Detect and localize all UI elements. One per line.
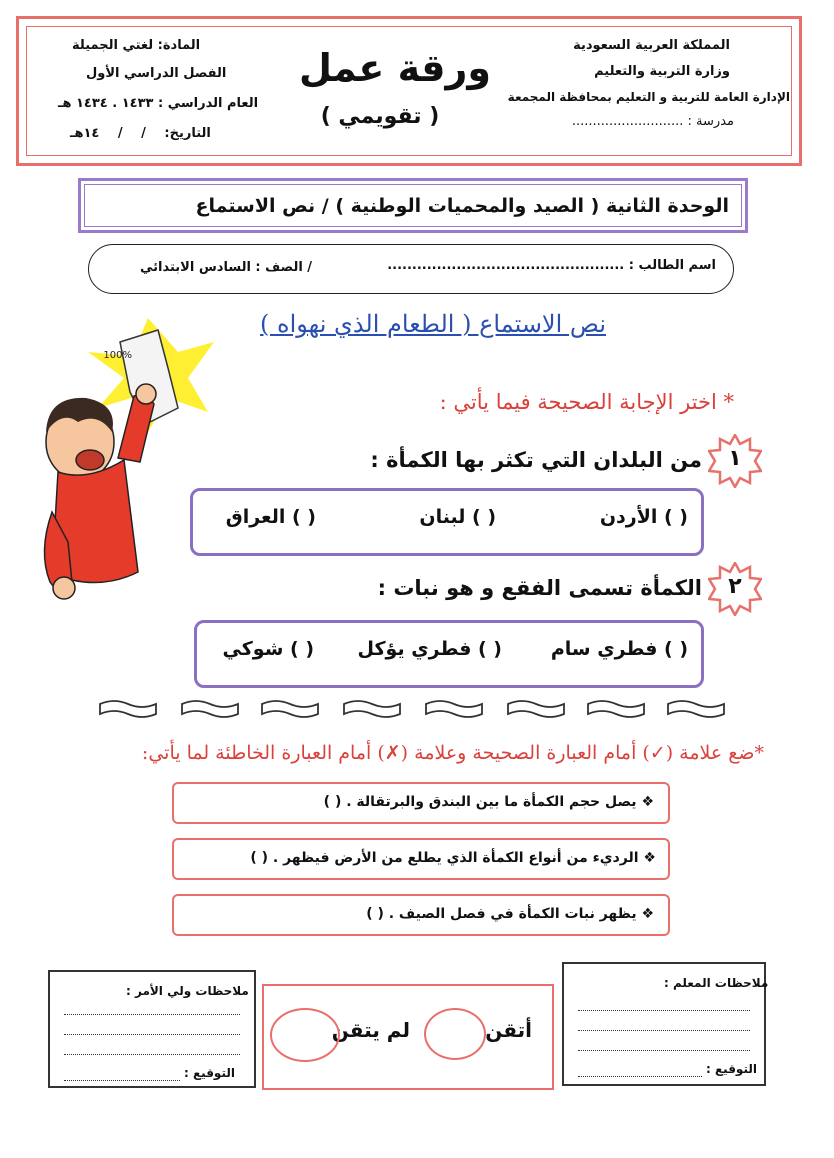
q2-option-thorny[interactable]: ( ) شوكي — [222, 638, 314, 660]
statement-3[interactable]: ❖ يظهر نبات الكمأة في فصل الصيف . ( ) — [366, 906, 654, 922]
wavy-divider — [96, 696, 728, 726]
teacher-notes-line-1[interactable] — [578, 1010, 750, 1011]
cartoon-boy-illustration — [28, 312, 218, 612]
not-mastered-circle[interactable] — [270, 1008, 340, 1062]
teacher-notes-line-3[interactable] — [578, 1050, 750, 1051]
teacher-signature-label: التوقيع : — [706, 1062, 757, 1076]
header-subject: المادة: لغتي الجميلة — [72, 38, 201, 53]
header-directorate: الإدارة العامة للتربية و التعليم بمحافظة المجمعة — [507, 90, 790, 104]
statement-2[interactable]: ❖ الرديء من أنواع الكمأة الذي يطلع من الأرض فيظهر . ( ) — [250, 850, 656, 866]
instruction-true-false: *ضع علامة (✓) أمام العبارة الصحيحة وعلامة (✗) أمام العبارة الخاطئة لما يأتي: — [141, 742, 764, 764]
parent-notes-line-2[interactable] — [64, 1034, 240, 1035]
header-semester: الفصل الدراسي الأول — [86, 66, 227, 81]
q2-option-edible[interactable]: ( ) فطري يؤكل — [357, 638, 502, 660]
teacher-signature-line[interactable] — [578, 1076, 702, 1077]
parent-notes-title: ملاحظات ولي الأمر : — [126, 984, 249, 998]
question-2-number: ٢ — [728, 574, 742, 599]
parent-notes-line-3[interactable] — [64, 1054, 240, 1055]
student-name-field[interactable]: اسم الطالب : ................................................ — [387, 258, 716, 273]
question-1-number: ١ — [728, 446, 742, 471]
q1-option-jordan[interactable]: ( ) الأردن — [599, 506, 688, 528]
teacher-notes-title: ملاحظات المعلم : — [664, 976, 769, 990]
page-title: ورقة عمل — [298, 46, 491, 90]
question-2-text: الكمأة تسمى الفقع و هو نبات : — [377, 576, 702, 600]
svg-text:100%: 100% — [103, 350, 132, 361]
parent-notes-line-1[interactable] — [64, 1014, 240, 1015]
q2-option-poisonous[interactable]: ( ) فطري سام — [550, 638, 688, 660]
not-mastered-label: لم يتقن — [331, 1018, 410, 1042]
teacher-notes-line-2[interactable] — [578, 1030, 750, 1031]
unit-title: الوحدة الثانية ( الصيد والمحميات الوطنية ) / نص الاستماع — [84, 184, 742, 227]
q1-option-iraq[interactable]: ( ) العراق — [225, 506, 316, 528]
statement-1[interactable]: ❖ يصل حجم الكمأة ما بين البندق والبرتقالة . ( ) — [323, 794, 654, 810]
parent-signature-label: التوقيع : — [184, 1066, 235, 1080]
page-subtitle: ( تقويمي ) — [320, 104, 440, 129]
mastered-label: أتقن — [485, 1018, 532, 1042]
student-class: / الصف : السادس الابتدائي — [140, 260, 313, 275]
listening-title: نص الاستماع ( الطعام الذي نهواه ) — [260, 310, 606, 338]
header-ministry: وزارة التربية والتعليم — [594, 64, 730, 79]
parent-signature-line[interactable] — [64, 1080, 180, 1081]
header-year: العام الدراسي : ١٤٣٣ . ١٤٣٤ هـ — [58, 96, 259, 111]
header-date: التاريخ: / / ١٤هـ — [70, 126, 211, 141]
mastered-circle[interactable] — [424, 1008, 486, 1060]
question-1-text: من البلدان التي تكثر بها الكمأة : — [370, 448, 702, 472]
header-kingdom: المملكة العربية السعودية — [573, 38, 730, 53]
instruction-multiple-choice: * اختر الإجابة الصحيحة فيما يأتي : — [439, 390, 734, 414]
q1-option-lebanon[interactable]: ( ) لبنان — [419, 506, 496, 528]
header-school: مدرسة : ........................... — [571, 114, 734, 129]
